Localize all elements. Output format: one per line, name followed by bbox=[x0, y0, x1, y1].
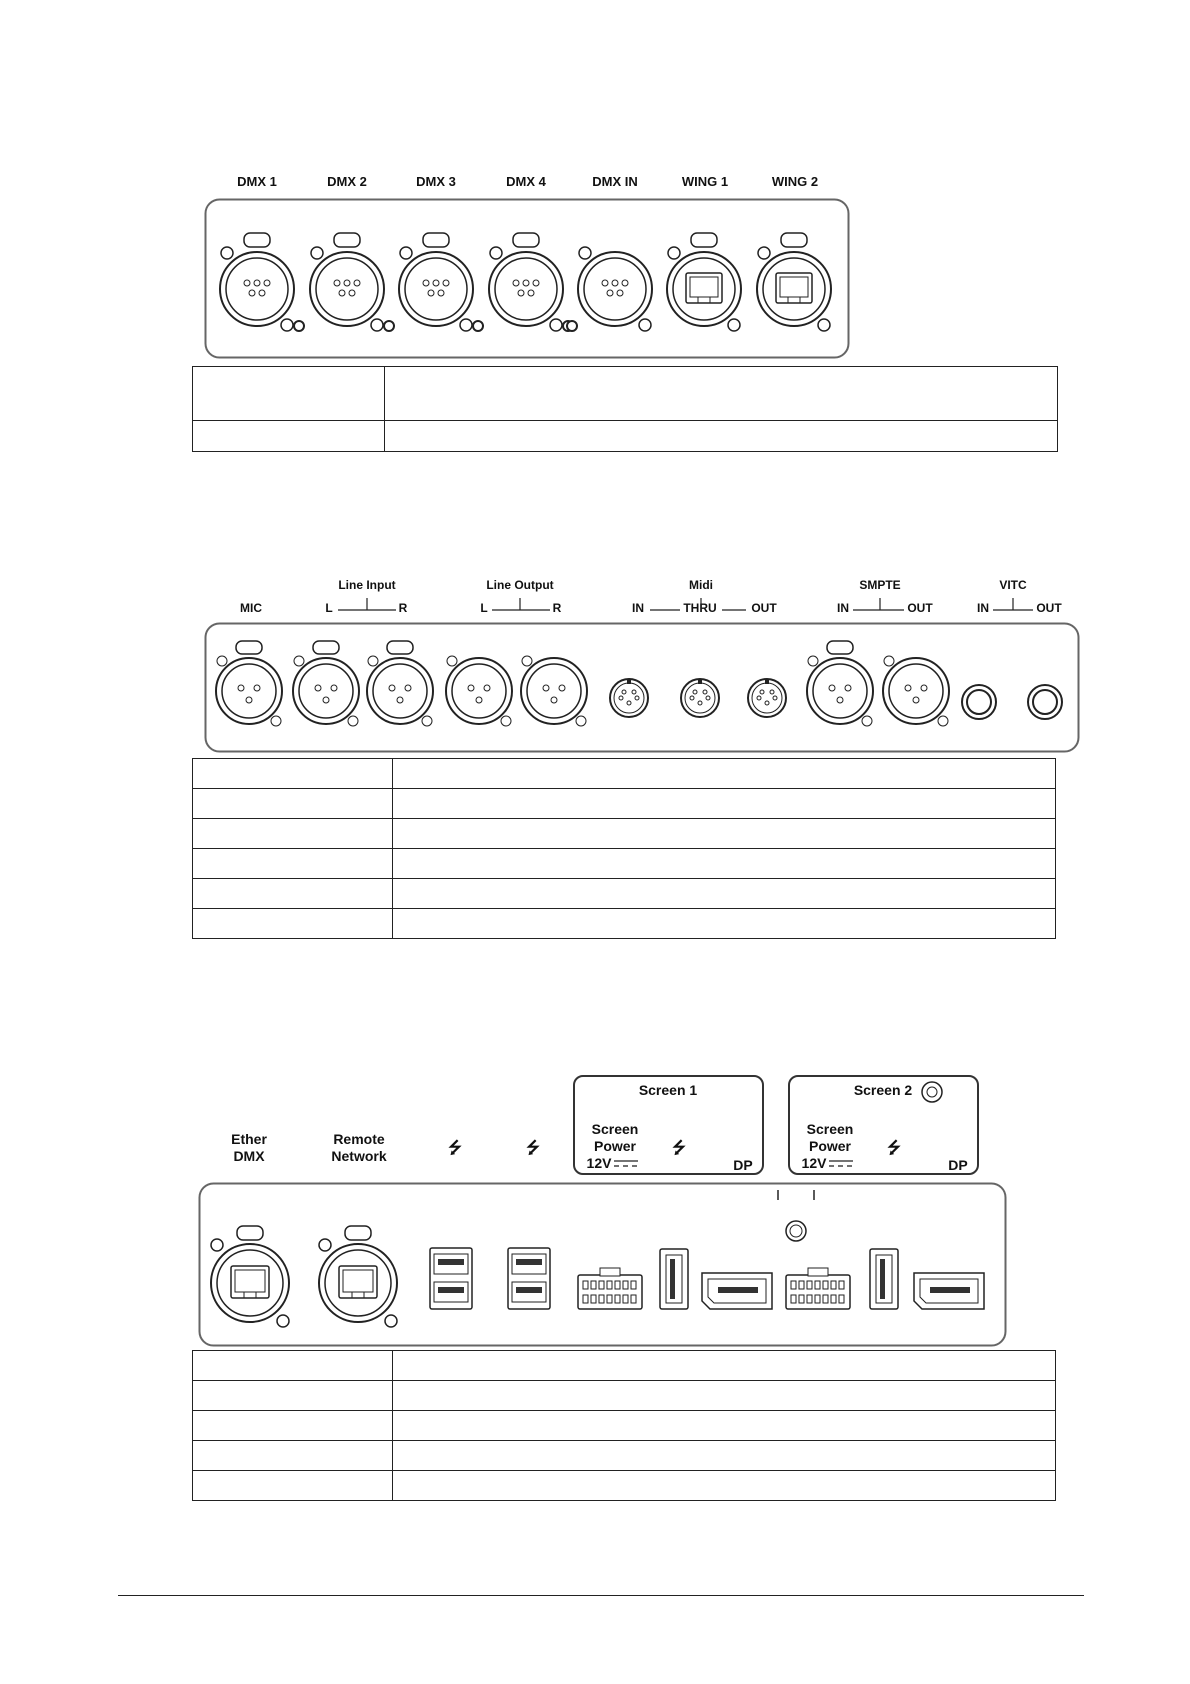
screen2-usb-port bbox=[870, 1249, 898, 1309]
screen2-dp-label: DP bbox=[948, 1157, 968, 1173]
smpte-in-label: IN bbox=[837, 601, 849, 615]
audio-spec-table bbox=[192, 758, 1056, 939]
table-cell bbox=[193, 879, 393, 909]
line-input-l-label: L bbox=[325, 601, 333, 615]
table-cell bbox=[193, 819, 393, 849]
screen2-group bbox=[788, 1075, 979, 1175]
usb2-icon: ⭍ bbox=[526, 1140, 540, 1157]
screen1-power-label-1: Screen bbox=[591, 1121, 639, 1137]
network-spec-table bbox=[192, 1350, 1056, 1501]
table-cell bbox=[193, 849, 393, 879]
usb1-icon: ⭍ bbox=[448, 1140, 462, 1157]
screen1-power-label-2: Power bbox=[593, 1138, 637, 1154]
dmx2-label: DMX 2 bbox=[327, 174, 367, 189]
ether-dmx-label-2: DMX bbox=[233, 1148, 265, 1164]
midi-in-connector bbox=[610, 679, 648, 717]
table-cell bbox=[193, 1381, 393, 1411]
midi-thru-connector bbox=[681, 679, 719, 717]
screen1-usb-icon: ⭍ bbox=[672, 1140, 686, 1157]
screen1-dp-label: DP bbox=[733, 1157, 753, 1173]
table-row bbox=[193, 819, 1056, 849]
table-row bbox=[193, 1441, 1056, 1471]
ether-dmx-label-1: Ether bbox=[231, 1131, 267, 1147]
table-cell bbox=[385, 367, 1058, 421]
screen2-displayport bbox=[914, 1273, 984, 1309]
screen2-title: Screen 2 bbox=[853, 1082, 913, 1098]
table-cell bbox=[393, 1351, 1056, 1381]
table-row bbox=[193, 1351, 1056, 1381]
table-row bbox=[193, 909, 1056, 939]
screen1-title: Screen 1 bbox=[638, 1082, 698, 1098]
table-cell bbox=[393, 759, 1056, 789]
line-input-r-label: R bbox=[398, 601, 408, 615]
table-cell bbox=[193, 421, 385, 452]
table-row bbox=[193, 759, 1056, 789]
dmx1-label: DMX 1 bbox=[237, 174, 277, 189]
midi-out-label: OUT bbox=[751, 601, 777, 615]
wing1-label: WING 1 bbox=[681, 174, 729, 189]
usb1-port-stack bbox=[430, 1248, 472, 1309]
table-row bbox=[193, 1381, 1056, 1411]
table-cell bbox=[393, 1381, 1056, 1411]
screen1-group bbox=[573, 1075, 764, 1175]
dc-symbol-icon bbox=[828, 1159, 854, 1169]
line-output-r-connector bbox=[521, 656, 587, 726]
table-cell bbox=[393, 1411, 1056, 1441]
midi-in-label: IN bbox=[632, 601, 644, 615]
smpte-out-connector bbox=[883, 656, 949, 726]
table-cell bbox=[193, 909, 393, 939]
table-cell bbox=[393, 849, 1056, 879]
table-cell bbox=[393, 789, 1056, 819]
vitc-out-connector bbox=[1028, 685, 1062, 719]
table-cell bbox=[193, 759, 393, 789]
table-row bbox=[193, 1411, 1056, 1441]
line-output-l-connector bbox=[446, 656, 512, 726]
table-row bbox=[193, 421, 1058, 452]
table-row bbox=[193, 879, 1056, 909]
table-row bbox=[193, 849, 1056, 879]
midi-out-connector bbox=[748, 679, 786, 717]
screen1-usb-port bbox=[660, 1249, 688, 1309]
dmx3-label: DMX 3 bbox=[416, 174, 456, 189]
wing2-label: WING 2 bbox=[771, 174, 819, 189]
led-indicator bbox=[786, 1221, 806, 1241]
table-cell bbox=[393, 819, 1056, 849]
line-output-label: Line Output bbox=[486, 578, 554, 592]
remote-network-label-1: Remote bbox=[333, 1131, 385, 1147]
smpte-label: SMPTE bbox=[859, 578, 901, 592]
dmx4-label: DMX 4 bbox=[506, 174, 546, 189]
screen1-voltage: 12V bbox=[586, 1155, 612, 1171]
table-cell bbox=[393, 1471, 1056, 1501]
usb2-port-stack bbox=[508, 1248, 550, 1309]
dmx-in-label: DMX IN bbox=[592, 174, 638, 189]
screen2-power-label-1: Screen bbox=[806, 1121, 854, 1137]
table-cell bbox=[393, 879, 1056, 909]
line-input-label: Line Input bbox=[338, 578, 396, 592]
group-bracket-lines bbox=[320, 596, 1070, 616]
dc-symbol-icon bbox=[613, 1159, 639, 1169]
screen2-power-label-2: Power bbox=[808, 1138, 852, 1154]
vitc-in-label: IN bbox=[977, 601, 989, 615]
table-cell bbox=[193, 367, 385, 421]
table-row bbox=[193, 1471, 1056, 1501]
midi-label: Midi bbox=[689, 578, 713, 592]
vitc-out-label: OUT bbox=[1036, 601, 1062, 615]
table-row bbox=[193, 789, 1056, 819]
screen2-usb-icon: ⭍ bbox=[887, 1140, 901, 1157]
table-row bbox=[193, 367, 1058, 421]
table-cell bbox=[193, 1441, 393, 1471]
line-output-r-label: R bbox=[552, 601, 562, 615]
table-cell bbox=[393, 909, 1056, 939]
mic-label: MIC bbox=[240, 601, 262, 615]
dmx-spec-table bbox=[192, 366, 1058, 452]
dmx-panel-drawing bbox=[204, 198, 850, 360]
audio-panel-drawing bbox=[204, 622, 1080, 756]
smpte-out-label: OUT bbox=[907, 601, 933, 615]
remote-network-label-2: Network bbox=[331, 1148, 387, 1164]
vitc-in-connector bbox=[962, 685, 996, 719]
screen1-displayport bbox=[702, 1273, 772, 1309]
vitc-label: VITC bbox=[999, 578, 1027, 592]
screen2-voltage: 12V bbox=[801, 1155, 827, 1171]
table-cell bbox=[193, 1471, 393, 1501]
line-output-l-label: L bbox=[480, 601, 488, 615]
table-cell bbox=[393, 1441, 1056, 1471]
table-cell bbox=[385, 421, 1058, 452]
midi-thru-label: THRU bbox=[683, 601, 717, 615]
table-cell bbox=[193, 1351, 393, 1381]
network-panel-drawing bbox=[198, 1178, 1008, 1348]
table-cell bbox=[193, 1411, 393, 1441]
table-cell bbox=[193, 789, 393, 819]
footer-divider bbox=[118, 1595, 1084, 1596]
screw-icon bbox=[920, 1080, 944, 1104]
